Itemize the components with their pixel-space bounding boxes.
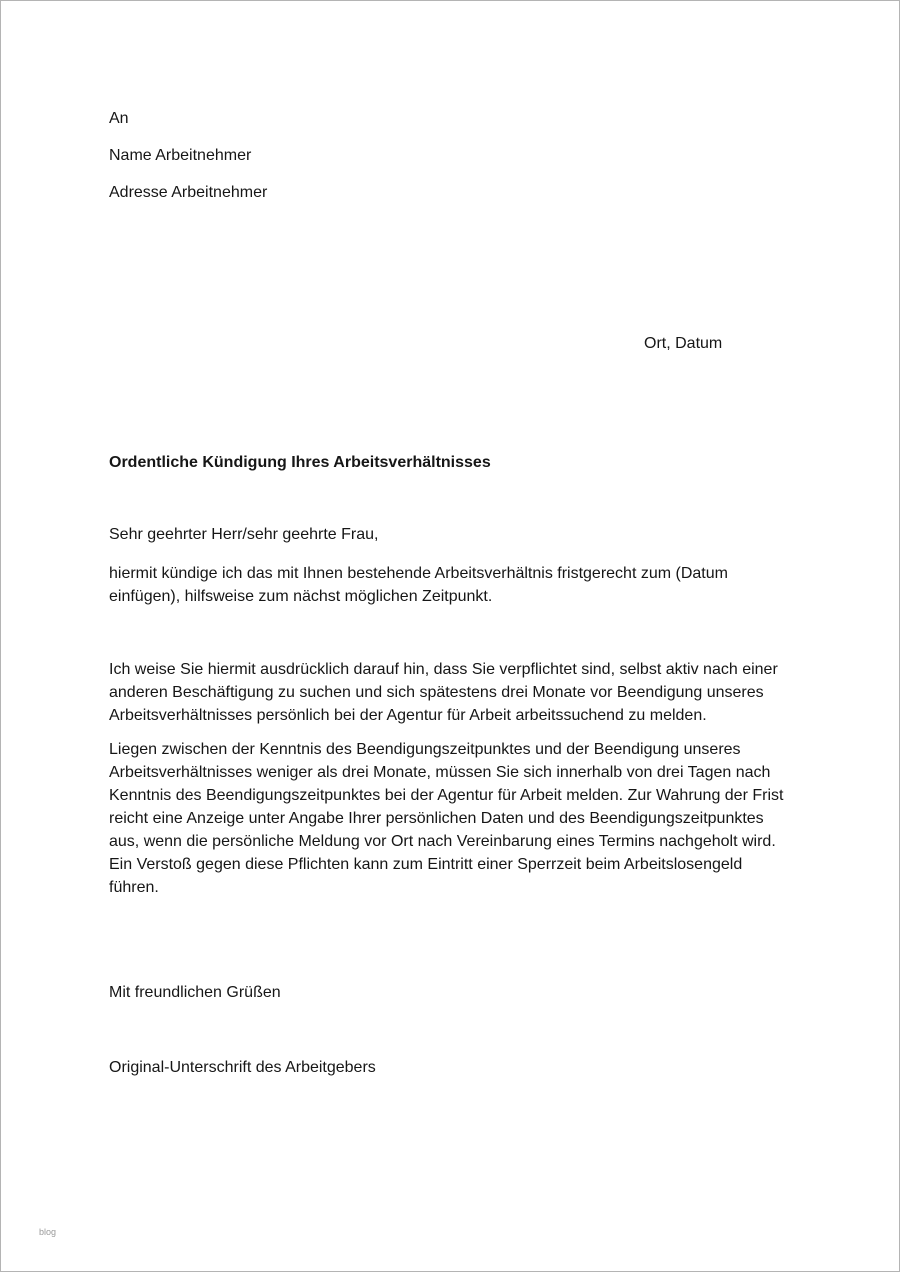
body-paragraph-obligation: Ich weise Sie hiermit ausdrücklich darauf hin, dass Sie verpflichtet sind, selbst aktiv nach einer anderen Beschäftigung zu suchen und sich spätestens drei Monate vor Beendigung unseres Arbeitsverhältnisses persönlich bei der Agentur für Arbeit arbeitssuchend zu melden. [109,661,778,724]
closing-line: Mit freundlichen Grüßen [109,984,281,1001]
greeting-line: Sehr geehrter Herr/sehr geehrte Frau, [109,526,379,543]
subject-line: Ordentliche Kündigung Ihres Arbeitsverhältnisses [109,454,491,471]
recipient-line-name: Name Arbeitnehmer [109,147,252,164]
signature-note: Original-Unterschrift des Arbeitgebers [109,1059,376,1076]
recipient-line-an: An [109,110,129,127]
recipient-block [109,107,791,204]
watermark-text: blog [39,1227,57,1237]
body-paragraph-termination: hiermit kündige ich das mit Ihnen bestehende Arbeitsverhältnis fristgerecht zum (Datum einfügen), hilfsweise zum nächst möglichen Zeitpunkt. [109,565,728,605]
place-date-line: Ort, Datum [644,335,723,352]
letter-content [1,1,899,1079]
recipient-line-address: Adresse Arbeitnehmer [109,184,268,201]
body-paragraph-deadline: Liegen zwischen der Kenntnis des Beendigungszeitpunktes und der Beendigung unseres Arbeitsverhältnisses weniger als drei Monate, müssen Sie sich innerhalb von drei Tagen nach Kenntnis des Beendigungszeitpunktes bei der Agentur für Arbeit melden. Zur Wahrung der Frist reicht eine Anzeige unter Angabe Ihrer persönlichen Daten und des Beendigungszeitpunktes aus, wenn die persönliche Meldung vor Ort nach Vereinbarung eines Termins nachgeholt wird. Ein Verstoß gegen diese Pflichten kann zum Eintritt einer Sperrzeit beim Arbeitslosengeld führen. [109,741,784,896]
